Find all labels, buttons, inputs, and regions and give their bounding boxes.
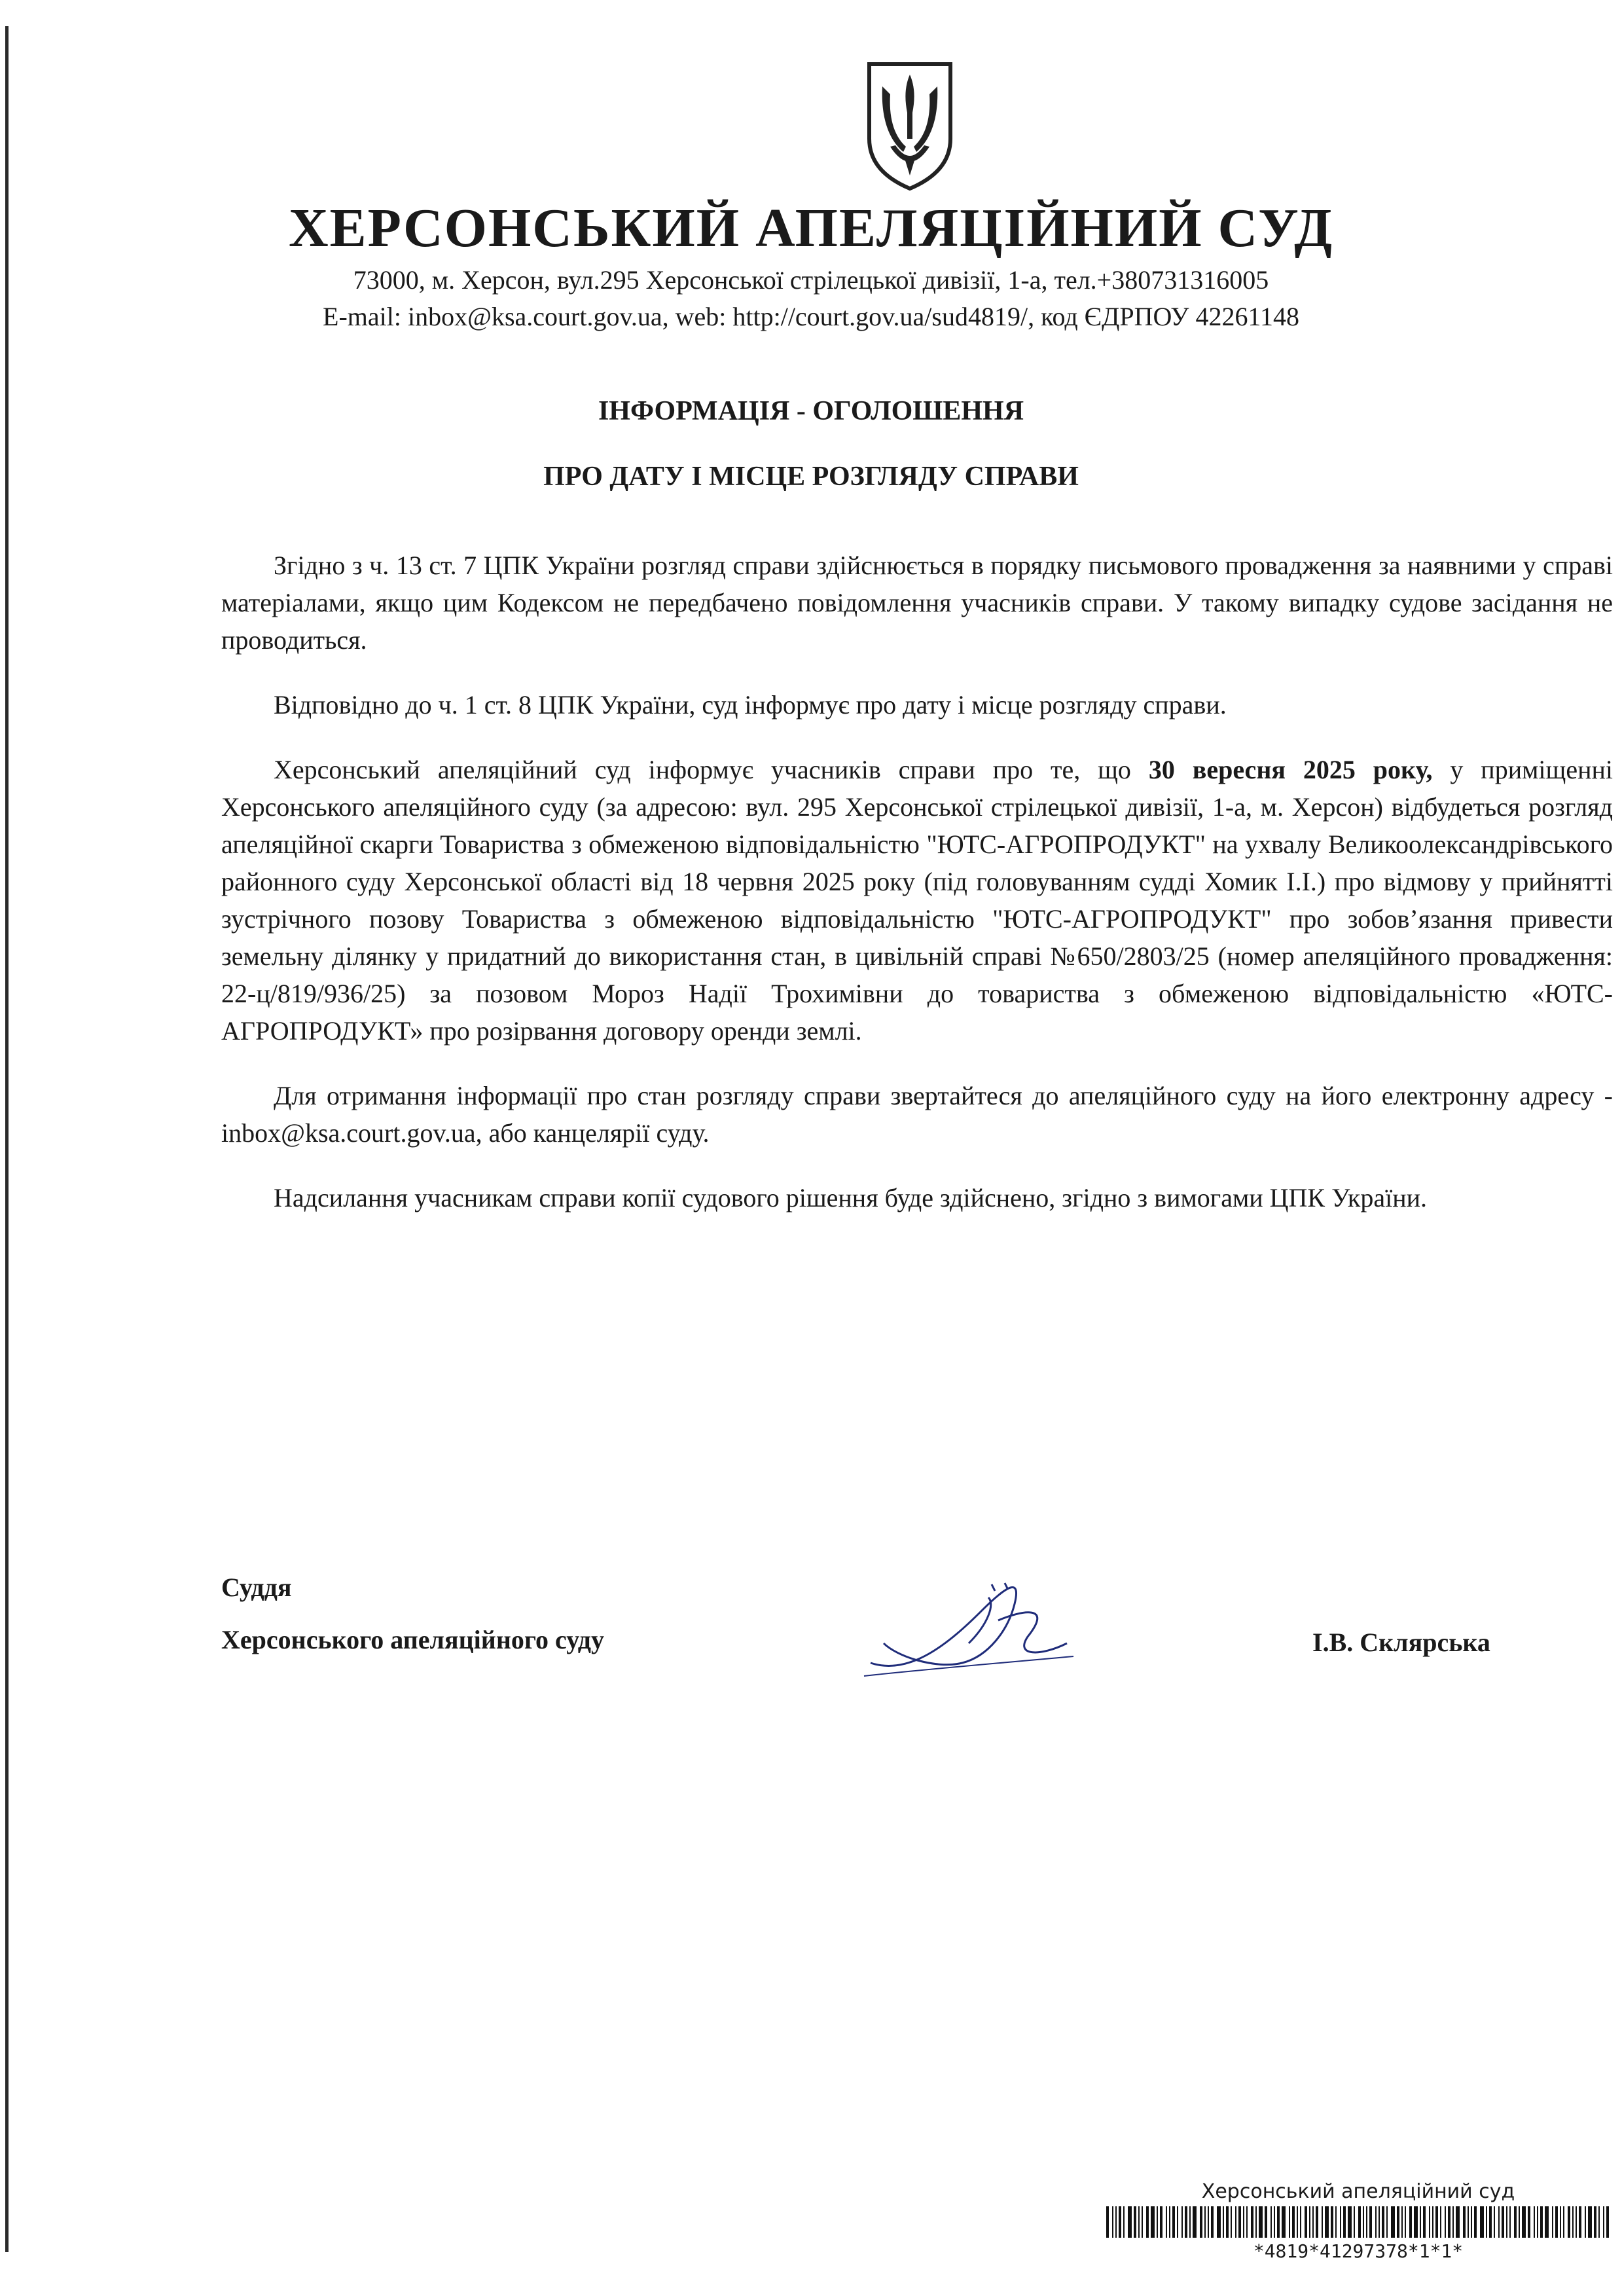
- judge-position: [221, 1561, 604, 1666]
- barcode-bar: [1560, 2206, 1561, 2238]
- barcode-bar: [1305, 2206, 1307, 2238]
- judge-name: І.В. Склярська: [1312, 1628, 1490, 1657]
- barcode-bar: [1405, 2206, 1406, 2238]
- barcode-bar: [1474, 2206, 1477, 2238]
- barcode-bar: [1200, 2206, 1202, 2238]
- barcode-bar: [1335, 2206, 1337, 2238]
- document-title: ІНФОРМАЦІЯ - ОГОЛОШЕННЯ: [598, 396, 1024, 426]
- barcode-bar: [1435, 2206, 1438, 2238]
- court-name-heading: ХЕРСОНСЬКИЙ АПЕЛЯЦІЙНИЙ СУД: [288, 198, 1334, 259]
- barcode-bar: [1271, 2206, 1272, 2238]
- barcode-bar: [1409, 2206, 1412, 2238]
- barcode-bar: [1354, 2206, 1355, 2238]
- barcode-bar: [1480, 2206, 1484, 2238]
- barcode-bar: [1555, 2206, 1558, 2238]
- barcode-bar: [1115, 2206, 1117, 2238]
- barcode-bar: [1363, 2206, 1364, 2238]
- barcode-bar: [1545, 2206, 1549, 2238]
- barcode-bar: [1204, 2206, 1206, 2238]
- barcode-bar: [1289, 2206, 1290, 2238]
- barcode-bar: [1432, 2206, 1433, 2238]
- hearing-date: 30 вересня 2025 року,: [1148, 755, 1433, 784]
- barcode-bar: [1537, 2206, 1538, 2238]
- barcode-bar: [1181, 2206, 1183, 2238]
- barcode-bar: [1160, 2206, 1162, 2238]
- barcode-bar: [1172, 2206, 1175, 2238]
- barcode-bar: [1128, 2206, 1132, 2238]
- barcode-bar: [1519, 2206, 1520, 2238]
- stamp-court-name: Херсонський апеляційний суд: [1201, 2180, 1515, 2203]
- barcode-bar: [1106, 2206, 1109, 2238]
- court-contacts: [0, 262, 1622, 335]
- barcode-bar: [1309, 2206, 1310, 2238]
- handwritten-signature: [857, 1565, 1100, 1689]
- barcode-bar: [1366, 2206, 1367, 2238]
- barcode-bar: [1445, 2206, 1446, 2238]
- hearing-rest: у приміщенні Херсонського апеляційного суду (за адресою: вул. 295 Херсонської стрілецької дивізії, 1-а, м. Херсон) відбудеться розгляд апеляційної скарги Товариства з обмеженою відповідальністю "ЮТС-АГРОПРОДУКТ" на ухвалу Великоолександрівського районного суду Херсонської області від 18 червня 2025 року (під головуванням судді Хомик І.І.) про відмову у прийнятті зустрічного позову Товариства з обмеженою відповідальністю "ЮТС-АГРОПРОДУКТ" про зобов’язання привести земельну ділянку у придатний до використання стан, в цивільній справі №650/2803/25 (номер апеляційного провадження: 22-ц/819/936/25) за позовом Мороз Надії Трохимівни до товариства з обмеженою відповідальністю «ЮТС-АГРОПРОДУКТ» про розірвання договору оренди землі.: [221, 755, 1613, 1046]
- barcode-bar: [1157, 2206, 1158, 2238]
- barcode-bar: [1277, 2206, 1280, 2238]
- barcode-bar: [1563, 2206, 1564, 2238]
- barcode-bar: [1300, 2206, 1301, 2238]
- barcode-bar: [1177, 2206, 1178, 2238]
- barcode-bar: [1456, 2206, 1460, 2238]
- barcode-bar: [1552, 2206, 1553, 2238]
- barcode-bar: [1274, 2206, 1275, 2238]
- barcode-bar: [1325, 2206, 1329, 2238]
- barcode-bar: [1522, 2206, 1526, 2238]
- barcode-bar: [1420, 2206, 1421, 2238]
- barcode-bar: [1382, 2206, 1384, 2238]
- trident-emblem-icon: [864, 60, 956, 191]
- barcode-bar: [1509, 2206, 1511, 2238]
- barcode-bar: [1606, 2206, 1609, 2238]
- barcode-bar: [1255, 2206, 1257, 2238]
- barcode-bar: [1265, 2206, 1267, 2238]
- barcode-bar: [1348, 2206, 1352, 2238]
- barcode-bar: [1414, 2206, 1418, 2238]
- barcode-bar: [1572, 2206, 1574, 2238]
- barcode-bar: [1282, 2206, 1286, 2238]
- barcode-bar: [1528, 2206, 1530, 2238]
- barcode-bar: [1489, 2206, 1492, 2238]
- barcode-bar: [1598, 2206, 1600, 2238]
- barcode-bar: [1112, 2206, 1113, 2238]
- barcode-bar: [1340, 2206, 1341, 2238]
- paragraph-court-informs: Відповідно до ч. 1 ст. 8 ЦПК України, суд інформує про дату і місце розгляду справи.: [274, 690, 1227, 720]
- barcode-bar: [1579, 2206, 1581, 2238]
- barcode-bar: [1440, 2206, 1441, 2238]
- barcode-bar: [1292, 2206, 1295, 2238]
- barcode-bar: [1211, 2206, 1214, 2238]
- barcode-bar: [1506, 2206, 1507, 2238]
- barcode-bar: [1231, 2206, 1232, 2238]
- barcode-bar: [1423, 2206, 1426, 2238]
- barcode-bar: [1452, 2206, 1454, 2238]
- barcode-bar: [1166, 2206, 1167, 2238]
- barcode-bar: [1123, 2206, 1125, 2238]
- barcode-bar: [1223, 2206, 1224, 2238]
- stamp-code: *4819*41297378*1*1*: [1253, 2240, 1464, 2262]
- barcode-bar: [1468, 2206, 1469, 2238]
- barcode-bar: [1588, 2206, 1592, 2238]
- barcode-bar: [1486, 2206, 1487, 2238]
- barcode-bar: [1119, 2206, 1121, 2238]
- barcode-bar: [1514, 2206, 1517, 2238]
- barcode-bar: [1243, 2206, 1244, 2238]
- barcode-bar: [1226, 2206, 1229, 2238]
- barcode-bar: [1534, 2206, 1535, 2238]
- barcode-bar: [1312, 2206, 1314, 2238]
- barcode-bar: [1502, 2206, 1504, 2238]
- hearing-intro: Херсонський апеляційний суд інформує учасників справи про те, що: [274, 755, 1149, 784]
- document-body: [221, 547, 1613, 1244]
- barcode-bar: [1322, 2206, 1323, 2238]
- barcode-bar: [1369, 2206, 1372, 2238]
- barcode-bar: [1343, 2206, 1346, 2238]
- barcode-bar: [1448, 2206, 1451, 2238]
- barcode-bar: [1259, 2206, 1263, 2238]
- paragraph-written-procedure: Згідно з ч. 13 ст. 7 ЦПК України розгляд справи здійснюється в порядку письмового провадження за наявними у справі матеріалами, якщо цим Кодексом не передбачено повідомлення учасників справи. У такому випадку судове засідання не проводиться.: [221, 551, 1613, 655]
- judge-court: Херсонського апеляційного суду: [221, 1625, 604, 1654]
- registration-stamp: [1106, 2180, 1610, 2278]
- barcode-bar: [1498, 2206, 1500, 2238]
- barcode-bar: [1138, 2206, 1140, 2238]
- paragraph-contact-info: Для отримання інформації про стан розгляду справи звертайтеся до апеляційного суду на його електронну адресу - inbox@ksa.court.gov.ua, або канцелярії суду.: [221, 1081, 1613, 1148]
- barcode-bar: [1594, 2206, 1596, 2238]
- barcode-bar: [1429, 2206, 1430, 2238]
- barcode-bar: [1603, 2206, 1604, 2238]
- barcode-bar: [1208, 2206, 1209, 2238]
- barcode-bar: [1401, 2206, 1403, 2238]
- document-subtitle: ПРО ДАТУ І МІСЦЕ РОЗГЛЯДУ СПРАВИ: [543, 462, 1079, 492]
- barcode-bar: [1151, 2206, 1155, 2238]
- barcode-bar: [1386, 2206, 1388, 2238]
- barcode-bar: [1331, 2206, 1333, 2238]
- barcode-bar: [1297, 2206, 1298, 2238]
- barcode-bar: [1540, 2206, 1543, 2238]
- barcode-bar: [1235, 2206, 1236, 2238]
- barcode-bar: [1316, 2206, 1318, 2238]
- barcode-bar: [1193, 2206, 1197, 2238]
- barcode-bar: [1185, 2206, 1187, 2238]
- barcode-bar: [1189, 2206, 1191, 2238]
- barcode-bar: [1169, 2206, 1170, 2238]
- barcode-bar: [1391, 2206, 1395, 2238]
- barcode-bar: [1134, 2206, 1136, 2238]
- barcode-bar: [1494, 2206, 1495, 2238]
- barcode-bar: [1463, 2206, 1466, 2238]
- barcode-bar: [1375, 2206, 1377, 2238]
- barcode-bar: [1238, 2206, 1241, 2238]
- address-line: 73000, м. Херсон, вул.295 Херсонської стрілецької дивізії, 1-а, тел.+380731316005: [353, 265, 1269, 295]
- scan-edge-line: [5, 26, 9, 2252]
- barcode-bar: [1146, 2206, 1149, 2238]
- paragraph-decision-copy: Надсилання учасникам справи копії судового рішення буде здійснено, згідно з вимогами ЦПК України.: [274, 1183, 1428, 1212]
- barcode-bar: [1576, 2206, 1577, 2238]
- barcode-bar: [1217, 2206, 1221, 2238]
- judge-title: Суддя: [221, 1573, 292, 1602]
- barcode-bar: [1471, 2206, 1472, 2238]
- barcode-bar: [1397, 2206, 1399, 2238]
- barcode-bar: [1585, 2206, 1586, 2238]
- barcode-bar: [1568, 2206, 1570, 2238]
- barcode-bar: [1251, 2206, 1253, 2238]
- barcode: [1106, 2206, 1610, 2238]
- barcode-bar: [1142, 2206, 1143, 2238]
- barcode-bar: [1379, 2206, 1380, 2238]
- paragraph-hearing-details: [221, 751, 1613, 1049]
- barcode-bar: [1246, 2206, 1248, 2238]
- email-web-line: E-mail: inbox@ksa.court.gov.ua, web: http://court.gov.ua/sud4819/, код ЄДРПОУ 42261148: [323, 302, 1299, 331]
- barcode-bar: [1358, 2206, 1361, 2238]
